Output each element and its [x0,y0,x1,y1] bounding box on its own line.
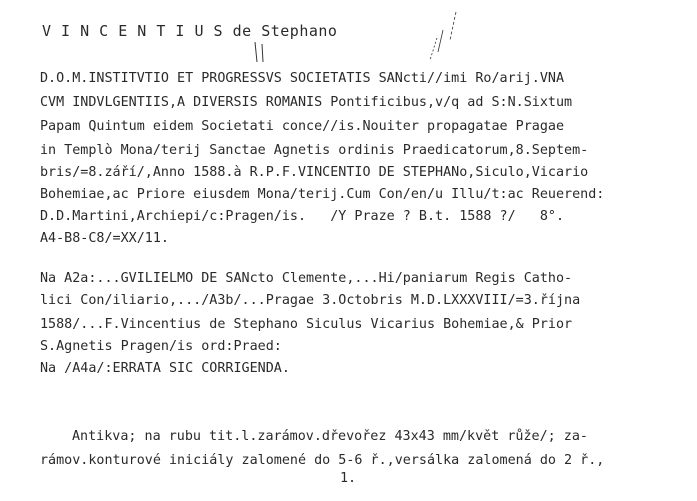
text-line: rámov.konturové iniciály zalomené do 5-6 ř.,versálka zalomená do 2 ř., [40,453,605,468]
text-line: CVM INDVLGENTIIS,A DIVERSIS ROMANIS Pontificibus,v/q ad S:N.Sixtum [40,95,573,110]
text-line: D.O.M.INSTITVTIO ET PROGRESSVS SOCIETATIS SANcti//imi Ro/arij.VNA [40,71,565,86]
text-line: lici Con/iliario,.../A3b/...Pragae 3.Octobris M.D.LXXXVIII/=3.října [40,293,581,308]
card-heading: V I N C E N T I U S de Stephano [42,22,338,40]
text-line: bris/=8.září/,Anno 1588.à R.P.F.VINCENTIO DE STEPHANo,Siculo,Vicario [40,165,589,180]
text-line: Na /A4a/:ERRATA SIC CORRIGENDA. [40,361,290,376]
text-line: A4-B8-C8/=XX/11. [40,231,169,246]
text-line: Na A2a:...GVILIELMO DE SANcto Clemente,...Hi/paniarum Regis Catho- [40,271,573,286]
page-number: 1. [340,471,357,486]
text-line: in Templò Mona/terij Sanctae Agnetis ordinis Praedicatorum,8.Septem- [40,143,589,158]
text-line: Papam Quintum eidem Societati conce//is.Nouiter propagatae Pragae [40,119,565,134]
text-line: 1588/...F.Vincentius de Stephano Siculus Vicarius Bohemiae,& Prior [40,317,573,332]
text-line: D.D.Martini,Archiepi/c:Pragen/is. /Y Praze ? B.t. 1588 ?/ 8°. [40,209,565,224]
text-line: Bohemiae,ac Priore eiusdem Mona/terij.Cum Con/en/u Illu/t:ac Reuerend: [40,187,605,202]
text-line: Antikva; na rubu tit.l.zarámov.dřevořez 43x43 mm/květ růže/; za- [72,429,588,444]
text-line: S.Agnetis Pragen/is ord:Praed: [40,339,282,354]
